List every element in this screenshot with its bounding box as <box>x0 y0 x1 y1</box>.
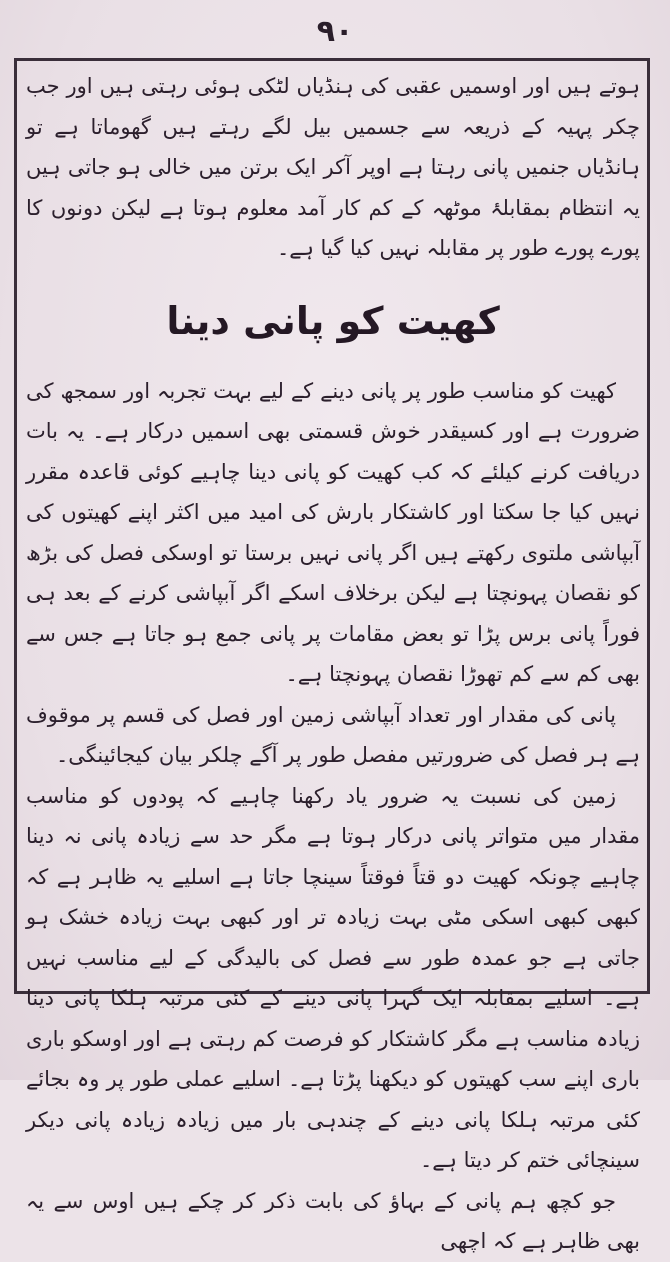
page-number: ۹۰ <box>316 14 354 49</box>
body-paragraph-2: پانی کی مقدار اور تعداد آبپاشی زمین اور فصل کی قسم پر موقوف ہے ہر فصل کی ضرورتیں مفصل طور پر آگے چلکر بیان کیجائینگی۔ <box>26 702 640 767</box>
body-paragraph-1: کھیت کو مناسب طور پر پانی دینے کے لیے بہت تجربہ اور سمجھ کی ضرورت ہے اور کسیقدر خوش قسمتی بھی اسمیں درکار ہے۔ یہ بات دریافت کرنے کیلئے کہ کب کھیت کو پانی دینا چاہیے کوئی قاعدہ مقرر نہیں کیا جا سکتا اور کاشتکار بارش کی امید میں اکثر اپنے کھیتوں کی آبپاشی ملتوی رکھتے ہیں اگر پانی نہیں برستا تو اوسکی فصل کی بڑھ کو نقصان پہونچتا ہے لیکن برخلاف اسکے اگر آبپاشی کرنے کے بعد ہی فوراً پانی برس پڑا تو بعض مقامات پر پانی جمع ہو جاتا ہے جس سے بھی کم سے کم تھوڑا نقصان پہونچتا ہے۔ <box>26 378 640 686</box>
section-heading: کھیت کو پانی دینا <box>166 298 500 343</box>
page-body <box>26 66 640 1262</box>
body-paragraph-4: جو کچھ ہم پانی کے بہاؤ کی بابت ذکر کر چکے ہیں اوس سے یہ بھی ظاہر ہے کہ اچھی <box>26 1188 640 1253</box>
opening-paragraph: ہوتے ہیں اور اوسمیں عقبی کی ہنڈیاں لٹکی ہوئی رہتی ہیں اور جب چکر پہیہ کے ذریعہ سے جسمیں بیل لگے رہتے ہیں گھوماتا ہے تو ہانڈیاں جنمیں پانی رہتا ہے اوپر آکر ایک برتن میں خالی ہو جاتی ہیں یہ انتظام بمقابلۂ موٹھہ کے کم کار آمد معلوم ہوتا ہے لیکن دونوں کا پورے پورے طور پر مقابلہ نہیں کیا گیا ہے۔ <box>26 74 640 260</box>
body-paragraph-3: زمین کی نسبت یہ ضرور یاد رکھنا چاہیے کہ پودوں کو مناسب مقدار میں متواتر پانی درکار ہوتا ہے مگر حد سے زیادہ پانی نہ دینا چاہیے چونکہ کھیت دو قتاً فوقتاً سینچا جاتا ہے اسلیے یہ ظاہر ہے کہ کبھی کبھی اسکی مٹی بہت زیادہ تر اور کبھی بہت زیادہ خشک ہو جاتی ہے جو عمدہ طور سے فصل کی بالیدگی کے لیے مناسب نہیں ہے۔ اسلیے بمقابلہ ایک گہرا پانی دینے کے کئی مرتبہ ہلکا پانی دینا زیادہ مناسب ہے مگر کاشتکار کو فرصت کم رہتی ہے اور اوسکو باری باری اپنے سب کھیتوں کو دیکھنا پڑتا ہے۔ اسلیے عملی طور پر وہ بجائے کئی مرتبہ ہلکا پانی دینے کے چندہی بار میں زیادہ زیادہ پانی دیکر سینچائی ختم کر دیتا ہے۔ <box>26 783 640 1172</box>
